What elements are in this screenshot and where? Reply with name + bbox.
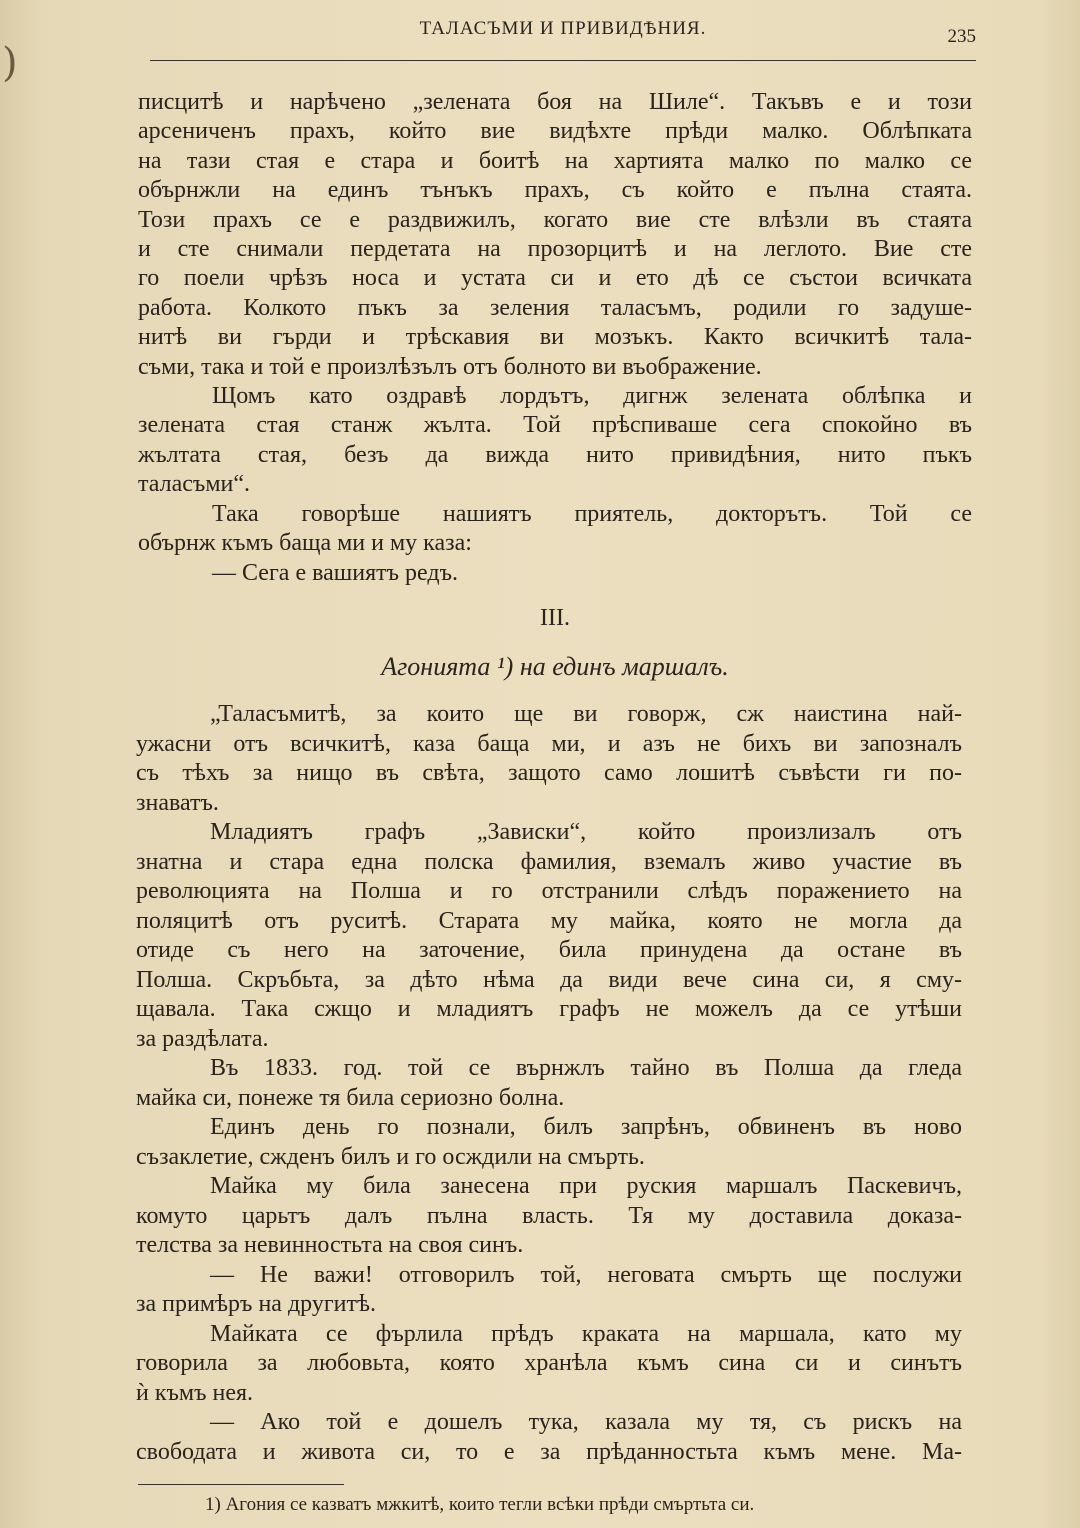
text-line: арсениченъ прахъ, който вие видѣхте прѣди малко. Облѣпката	[138, 118, 972, 145]
text-line: обърнжли на единъ тънъкъ прахъ, съ който е пълна стаята.	[138, 177, 972, 204]
text-line: говорила за любовьта, която хранѣла къмъ сина си и синътъ	[136, 1350, 962, 1376]
text-line: комуто царьтъ далъ пълна власть. Тя му доставила доказа-	[136, 1202, 962, 1229]
body-text-bottom	[136, 700, 962, 1467]
running-head	[150, 18, 976, 62]
text-line: поляцитѣ отъ руситѣ. Старата му майка, която не могла да	[136, 907, 962, 934]
text-line: за примѣръ на другитѣ.	[136, 1291, 377, 1317]
text-line: знаватъ.	[136, 789, 219, 816]
text-line: за раздѣлата.	[136, 1025, 269, 1052]
text-line: — Не важи! отговорилъ той, неговата смърть ще послужи	[210, 1261, 962, 1288]
text-line: ѝ къмъ нея.	[136, 1379, 254, 1406]
running-title: ТАЛАСЪМИ И ПРИВИДѢНИЯ.	[419, 18, 707, 39]
text-line: Така говорѣше нашиятъ приятель, докторътъ. Той се	[212, 500, 972, 527]
text-line: революцията на Полша и го отстранили слѣдъ поражението на	[136, 878, 962, 904]
page-number: 235	[947, 26, 976, 47]
text-line: Щомъ като оздравѣ лордътъ, дигнж зелената облѣпка и	[212, 383, 972, 410]
text-line: щавала. Така сжщо и младиятъ графъ не можелъ да се утѣши	[136, 996, 962, 1022]
text-line: писцитѣ и нарѣчено „зелената боя на Шиле“. Такъвъ е и този	[138, 89, 972, 115]
text-line: съми, така и той е произлѣзълъ отъ болното ви въображение.	[138, 353, 762, 380]
text-line: съзаклетие, сжденъ билъ и го осждили на смърть.	[136, 1143, 645, 1170]
chapter-title: Агонията ¹) на единъ маршалъ.	[381, 652, 729, 681]
text-line: Младиятъ графъ „Зависки“, който произлизалъ отъ	[210, 819, 962, 845]
text-line: жълтата стая, безъ да вижда нито привидѣния, нито пъкъ	[138, 441, 972, 468]
text-line: на тази стая е стара и боитѣ на хартията малко по малко се	[138, 147, 972, 174]
text-line: Единъ день го познали, билъ запрѣнъ, обвиненъ въ ново	[210, 1114, 962, 1140]
text-line: зелената стая станж жълта. Той прѣспиваше сега спокойно въ	[138, 412, 972, 439]
text-line: Майка му била занесена при руския маршалъ Паскевичъ,	[210, 1173, 962, 1199]
text-line: Полша. Скръбьта, за дѣто нѣма да види вече сина си, я сму-	[136, 966, 962, 993]
binding-mark: )	[2, 40, 18, 86]
text-line: Въ 1833. год. той се върнжлъ тайно въ Полша да гледа	[210, 1055, 962, 1081]
text-line: го поели чрѣзъ носа и устата си и ето дѣ се състои всичката	[138, 265, 972, 292]
text-line: Този прахъ се е раздвижилъ, когато вие сте влѣзли въ стаята	[138, 206, 972, 233]
text-line: — Ако той е дошелъ тука, казала му тя, съ рискъ на	[210, 1409, 962, 1435]
header-rule	[150, 60, 976, 61]
text-line: таласъми“.	[138, 471, 251, 498]
text-line: телства за невинностьта на своя синъ.	[136, 1232, 524, 1258]
text-line: нитѣ ви гърди и трѣскавия ви мозъкъ. Както всичкитѣ тала-	[138, 324, 972, 351]
text-line: ужасни отъ всичкитѣ, каза баща ми, и азъ не бихъ ви запозналъ	[136, 730, 962, 757]
footnote: 1) Агония се казватъ мжкитѣ, които тегли всѣки прѣди смъртьта си.	[205, 1494, 755, 1515]
text-line: — Сега е вашиятъ редъ.	[212, 559, 458, 586]
text-line: майка си, понеже тя била сериозно болна.	[136, 1084, 565, 1111]
text-line: обърнж къмъ баща ми и му каза:	[138, 530, 472, 557]
text-line: отиде съ него на заточение, била принудена да остане въ	[136, 937, 962, 963]
text-line: свободата и живота си, то е за прѣданностьта къмъ мене. Ма-	[136, 1438, 962, 1465]
footnote-rule	[138, 1484, 344, 1485]
text-line: „Таласъмитѣ, за които ще ви говорж, сж наистина най-	[210, 701, 962, 727]
body-text-top	[138, 88, 972, 588]
text-line: работа. Колкото пъкъ за зеления таласъмъ, родили го задуше-	[138, 294, 972, 321]
text-line: Майката се фърлила прѣдъ краката на маршала, като му	[210, 1320, 962, 1347]
text-line: съ тѣхъ за нищо въ свѣта, защото само лошитѣ съвѣсти ги по-	[136, 760, 962, 786]
text-line: знатна и стара една полска фамилия, вземалъ живо участие въ	[136, 848, 962, 875]
chapter-number: III.	[540, 605, 570, 631]
text-line: и сте снимали пердетата на прозорцитѣ и на леглото. Вие сте	[138, 236, 972, 263]
